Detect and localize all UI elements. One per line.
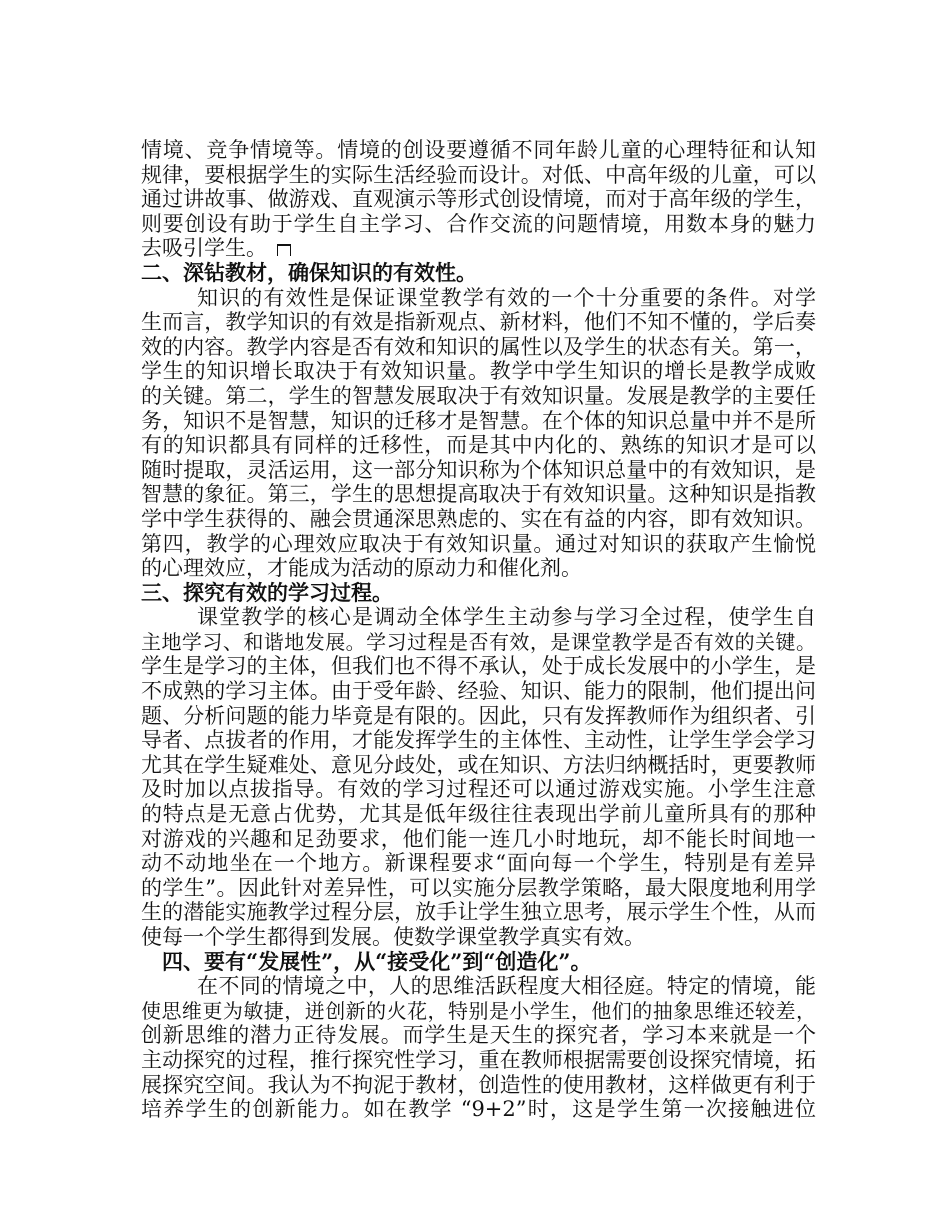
text-line: 的特点是无意占优势，尤其是低年级往往表现出学前儿童所具有的那种 [141,802,816,827]
text-line: 学生的知识增长取决于有效知识量。教学中学生知识的增长是教学成败 [141,359,816,384]
section-heading-2: 二、深钻教材，确保知识的有效性。 [141,259,477,285]
text-line: 主动探究的过程，推行探究性学习，重在教师根据需要创设探究情境，拓 [141,1047,816,1072]
section-3-body [141,605,816,949]
text-line: 通过讲故事、做游戏、直观演示等形式创设情境，而对于高年级的学生， [141,187,816,212]
intro-paragraph [141,138,816,261]
text-line-last: 的心理效应，才能成为活动的原动力和催化剂。 [141,556,582,581]
text-line: 导者、点拔者的作用，才能发挥学生的主体性、主动性，让学生学会学习 [141,728,816,753]
text-line-last: 使每一个学生都得到发展。使数学课堂教学真实有效。 [141,925,645,949]
text-line: 主地学习、和谐地发展。学习过程是否有效，是课堂教学是否有效的关键。 [141,629,816,654]
text-span: 去吸引学生。 [141,236,267,261]
text-line: 在不同的情境之中，人的思维活跃程度大相径庭。特定的情境，能 [197,974,816,999]
text-line: 创新思维的潜力正待发展。而学生是天生的探究者，学习本来就是一个 [141,1023,816,1048]
text-line: 第四，教学的心理效应取决于有效知识量。通过对知识的获取产生愉悦 [141,531,816,556]
text-line: 务，知识不是智慧，知识的迁移才是智慧。在个体的知识总量中并不是所 [141,408,816,433]
text-line: 规律，要根据学生的实际生活经验而设计。对低、中高年级的儿童，可以 [141,162,816,187]
text-line: 课堂教学的核心是调动全体学生主动参与学习全过程，使学生自 [197,605,816,630]
text-line: 动不动地坐在一个地方。新课程要求“面向每一个学生，特别是有差异 [141,851,816,876]
text-line: 随时提取，灵活运用，这一部分知识称为个体知识总量中的有效知识，是 [141,457,816,482]
text-line: 有的知识都具有同样的迁移性，而是其中内化的、熟练的知识才是可以 [141,433,816,458]
text-line: 使思维更为敏捷，迸创新的火花，特别是小学生，他们的抽象思维还较差， [141,998,816,1023]
text-line: 知识的有效性是保证课堂教学有效的一个十分重要的条件。对学 [197,285,816,310]
editor-mark-icon [277,244,291,256]
text-line: 展探究空间。我认为不拘泥于教材，创造性的使用教材，这样做更有利于 [141,1072,816,1097]
section-heading-3: 三、探究有效的学习过程。 [141,579,393,605]
text-line-last [141,236,816,261]
section-4-body [141,974,816,1122]
document-page [141,138,816,1122]
text-line: 及时加以点拔指导。有效的学习过程还可以通过游戏实施。小学生注意 [141,777,816,802]
text-line: 学生是学习的主体，但我们也不得不承认，处于成长发展中的小学生，是 [141,654,816,679]
text-line: 题、分析问题的能力毕竟是有限的。因此，只有发挥教师作为组织者、引 [141,703,816,728]
section-2-body [141,286,816,581]
text-line: 生的潜能实施教学过程分层，放手让学生独立思考，展示学生个性，从而 [141,900,816,925]
text-line: 的学生”。因此针对差异性，可以实施分层教学策略，最大限度地利用学 [141,875,816,900]
text-line: 智慧的象征。第三，学生的思想提高取决于有效知识量。这种知识是指教 [141,482,816,507]
text-line: 则要创设有助于学生自主学习、合作交流的问题情境，用数本身的魅力 [141,211,816,236]
text-line: 培养学生的创新能力。如在教学 “9+2”时，这是学生第一次接触进位 [141,1097,816,1122]
text-line: 不成熟的学习主体。由于受年龄、经验、知识、能力的限制，他们提出问 [141,679,816,704]
text-line: 情境、竞争情境等。情境的创设要遵循不同年龄儿童的心理特征和认知 [141,138,816,162]
text-line: 效的内容。教学内容是否有效和知识的属性以及学生的状态有关。第一， [141,334,816,359]
text-line: 学中学生获得的、融会贯通深思熟虑的、实在有益的内容，即有效知识。 [141,506,816,531]
text-line: 尤其在学生疑难处、意见分歧处，或在知识、方法归纳概括时，更要教师 [141,752,816,777]
section-heading-4: 四、要有“发展性”，从“接受化”到“创造化”。 [162,948,592,974]
text-line: 的关键。第二，学生的智慧发展取决于有效知识量。发展是教学的主要任 [141,383,816,408]
text-line: 生而言，教学知识的有效是指新观点、新材料，他们不知不懂的，学后奏 [141,310,816,335]
text-line: 对游戏的兴趣和足劲要求，他们能一连几小时地玩，却不能长时间地一 [141,826,816,851]
